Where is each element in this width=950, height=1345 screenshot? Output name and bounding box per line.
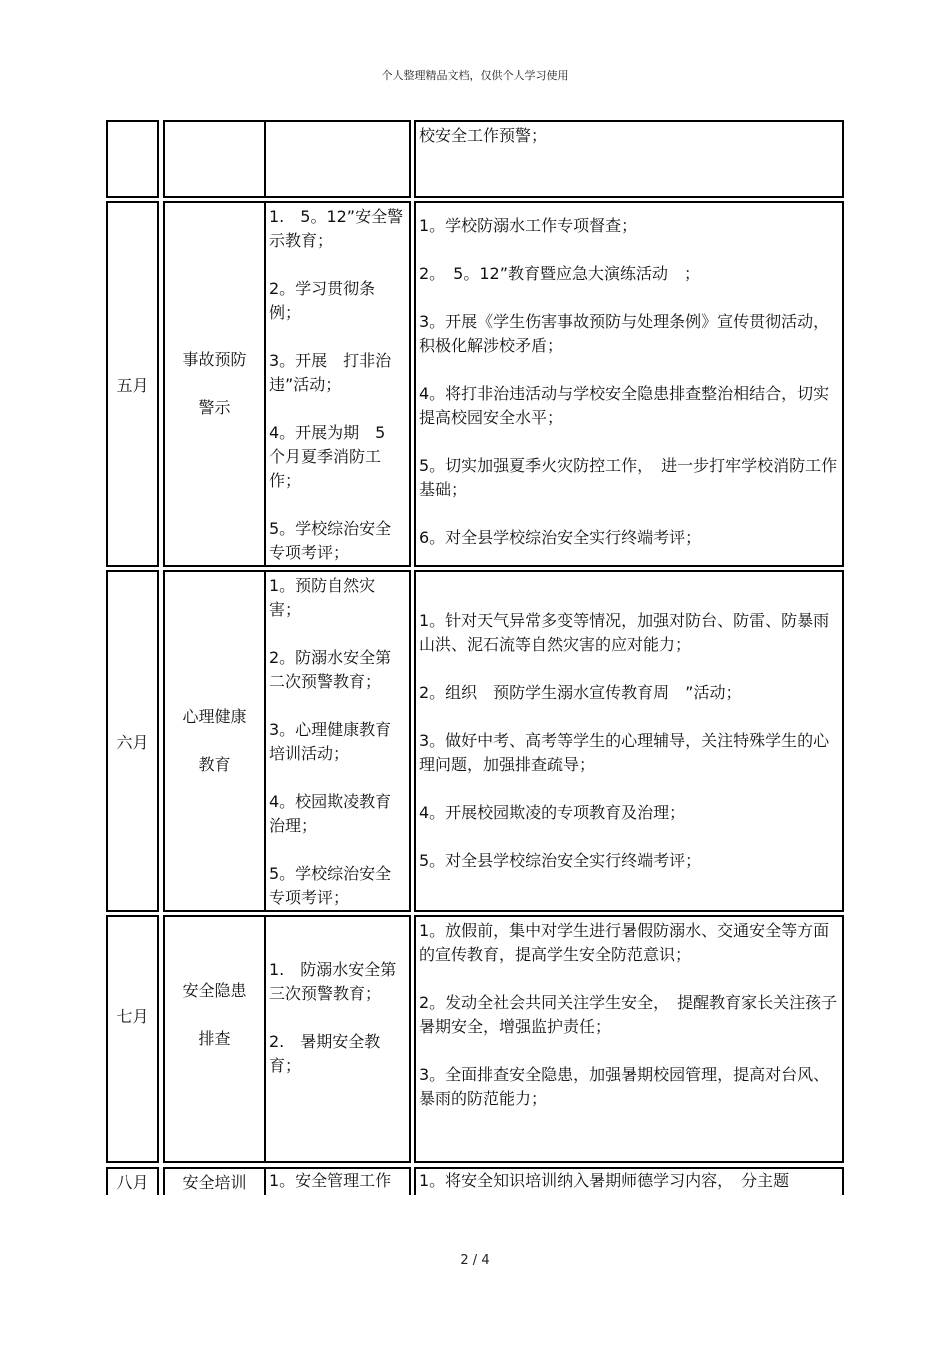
- theme-line: 心理健康: [182, 707, 247, 726]
- detail-item: 1。将安全知识培训纳入暑期师德学习内容， 分主题: [419, 1171, 790, 1190]
- task-item: 3。开展 打非治违”活动；: [269, 351, 392, 394]
- task-item: 1。预防自然灾害；: [269, 576, 376, 619]
- month-cell: [106, 201, 159, 567]
- task-item: 3。心理健康教育培训活动；: [269, 720, 392, 763]
- detail-item: 1。学校防溺水工作专项督查；: [419, 216, 638, 235]
- task-item: 2。学习贯彻条例；: [269, 279, 376, 322]
- detail-item: 4。开展校园欺凌的专项教育及治理；: [419, 803, 686, 822]
- theme-cell: [163, 201, 266, 567]
- task-item: 5。学校综治安全专项考评；: [269, 519, 392, 562]
- detail-item: 5。切实加强夏季火灾防控工作， 进一步打牢学校消防工作基础；: [419, 456, 838, 499]
- month-label: 五月: [116, 375, 149, 395]
- detail-item: 2。发动全社会共同关注学生安全， 提醒教育家长关注孩子暑期安全，增强监护责任；: [419, 993, 838, 1036]
- table-row: [106, 120, 844, 198]
- tasks-cell: [264, 570, 411, 912]
- table-row: [106, 201, 844, 567]
- task-item: 5。学校综治安全专项考评；: [269, 864, 392, 907]
- details-cell: [414, 570, 844, 912]
- table-row: [106, 915, 844, 1163]
- task-item: 1. 5。12”安全警示教育；: [269, 207, 404, 250]
- theme-cell: [163, 915, 266, 1163]
- month-label: 六月: [116, 732, 149, 752]
- theme-line: 安全隐患: [182, 981, 247, 1000]
- theme-line: 排查: [198, 1029, 231, 1048]
- month-cell: [106, 570, 159, 912]
- details-cell: [414, 120, 844, 198]
- task-item: 4。开展为期 5 个月夏季消防工作；: [269, 423, 386, 490]
- detail-item: 6。对全县学校综治安全实行终端考评；: [419, 528, 702, 547]
- detail-item: 3。全面排查安全隐患，加强暑期校园管理，提高对台风、暴雨的防范能力；: [419, 1065, 830, 1108]
- tasks-cell: [264, 1167, 411, 1195]
- detail-item: 1。针对天气异常多变等情况，加强对防台、防雷、防暴雨山洪、泥石流等自然灾害的应对能力；: [419, 611, 830, 654]
- month-cell: [106, 915, 159, 1163]
- details-cell: [414, 201, 844, 567]
- theme-cell: [163, 120, 266, 198]
- theme-cell: [163, 1167, 266, 1195]
- theme-line: 教育: [198, 755, 231, 774]
- task-item: 2。防溺水安全第二次预警教育；: [269, 648, 392, 691]
- detail-item: 5。对全县学校综治安全实行终端考评；: [419, 851, 702, 870]
- page-number: 2 / 4: [460, 1253, 490, 1268]
- detail-item: 1。放假前，集中对学生进行暑假防溺水、交通安全等方面的宣传教育，提高学生安全防范意识；: [419, 921, 830, 964]
- month-cell: [106, 120, 159, 198]
- tasks-cell: [264, 915, 411, 1163]
- table-row: [106, 1167, 844, 1195]
- theme-cell: [163, 570, 266, 912]
- theme-line: 警示: [198, 398, 231, 417]
- detail-item: 4。将打非治违活动与学校安全隐患排查整治相结合，切实提高校园安全水平；: [419, 384, 830, 427]
- detail-item: 3。做好中考、高考等学生的心理辅导，关注特殊学生的心理问题，加强排查疏导；: [419, 731, 830, 774]
- tasks-cell: [264, 201, 411, 567]
- details-cell: [414, 915, 844, 1163]
- theme-line: 事故预防: [182, 350, 247, 369]
- page-header: 个人整理精品文档，仅供个人学习使用: [381, 69, 569, 82]
- task-item: 1. 防溺水安全第三次预警教育；: [269, 960, 397, 1003]
- detail-item: 校安全工作预警；: [419, 126, 548, 145]
- tasks-cell: [264, 120, 411, 198]
- table-row: [106, 570, 844, 912]
- detail-item: 2。组织 预防学生溺水宣传教育周 ”活动；: [419, 683, 742, 702]
- detail-item: 3。开展《学生伤害事故预防与处理条例》宣传贯彻活动，积极化解涉校矛盾；: [419, 312, 830, 355]
- month-cell: [106, 1167, 159, 1195]
- theme-line: 安全培训: [182, 1173, 247, 1192]
- month-label: 八月: [116, 1173, 149, 1192]
- month-label: 七月: [116, 1006, 149, 1026]
- task-item: 2. 暑期安全教育；: [269, 1032, 381, 1075]
- detail-item: 2。 5。12”教育暨应急大演练活动 ；: [419, 264, 701, 283]
- details-cell: [414, 1167, 844, 1195]
- task-item: 4。校园欺凌教育治理；: [269, 792, 392, 835]
- task-item: 1。安全管理工作: [269, 1171, 392, 1190]
